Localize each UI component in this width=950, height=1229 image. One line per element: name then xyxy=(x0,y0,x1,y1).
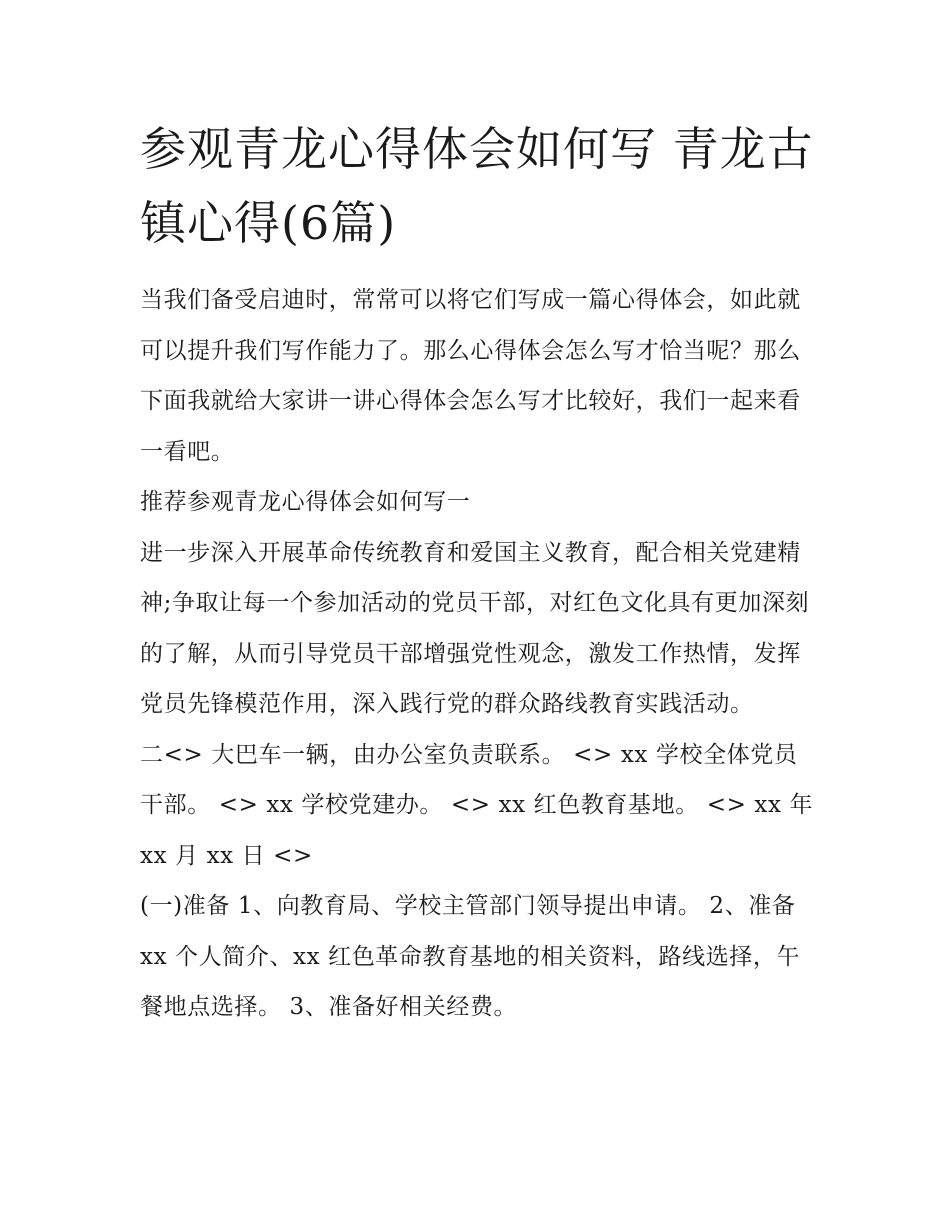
paragraph-intro: 当我们备受启迪时，常常可以将它们写成一篇心得体会，如此就可以提升我们写作能力了。那么心得体会怎么写才恰当呢？那么下面我就给大家讲一讲心得体会怎么写才比较好，我们一起来看一看吧。 xyxy=(140,287,801,465)
paragraph-heading: 推荐参观青龙心得体会如何写一 xyxy=(140,489,471,515)
paragraph-arrangements: 二<> 大巴车一辆，由办公室负责联系。 <> xx 学校全体党员干部。 <> xx 学校党建办。 <> xx 红色教育基地。 <> xx 年 xx 月 xx 日 <> xyxy=(140,741,814,869)
document-title: 参观青龙心得体会如何写 青龙古镇心得(6篇) xyxy=(140,122,814,250)
document-body xyxy=(140,112,815,1033)
paragraph-preparation: (一)准备 1、向教育局、学校主管部门领导提出申请。 2、准备 xx 个人简介、xx 红色革命教育基地的相关资料，路线选择，午餐地点选择。 3、准备好相关经费。 xyxy=(140,893,801,1020)
paragraph-purpose: 进一步深入开展革命传统教育和爱国主义教育，配合相关党建精神;争取让每一个参加活动的党员干部，对红色文化具有更加深刻的了解，从而引导党员干部增强党性观念，激发工作热情，发挥党员先锋模范作用，深入践行党的群众路线教育实践活动。 xyxy=(140,539,810,717)
